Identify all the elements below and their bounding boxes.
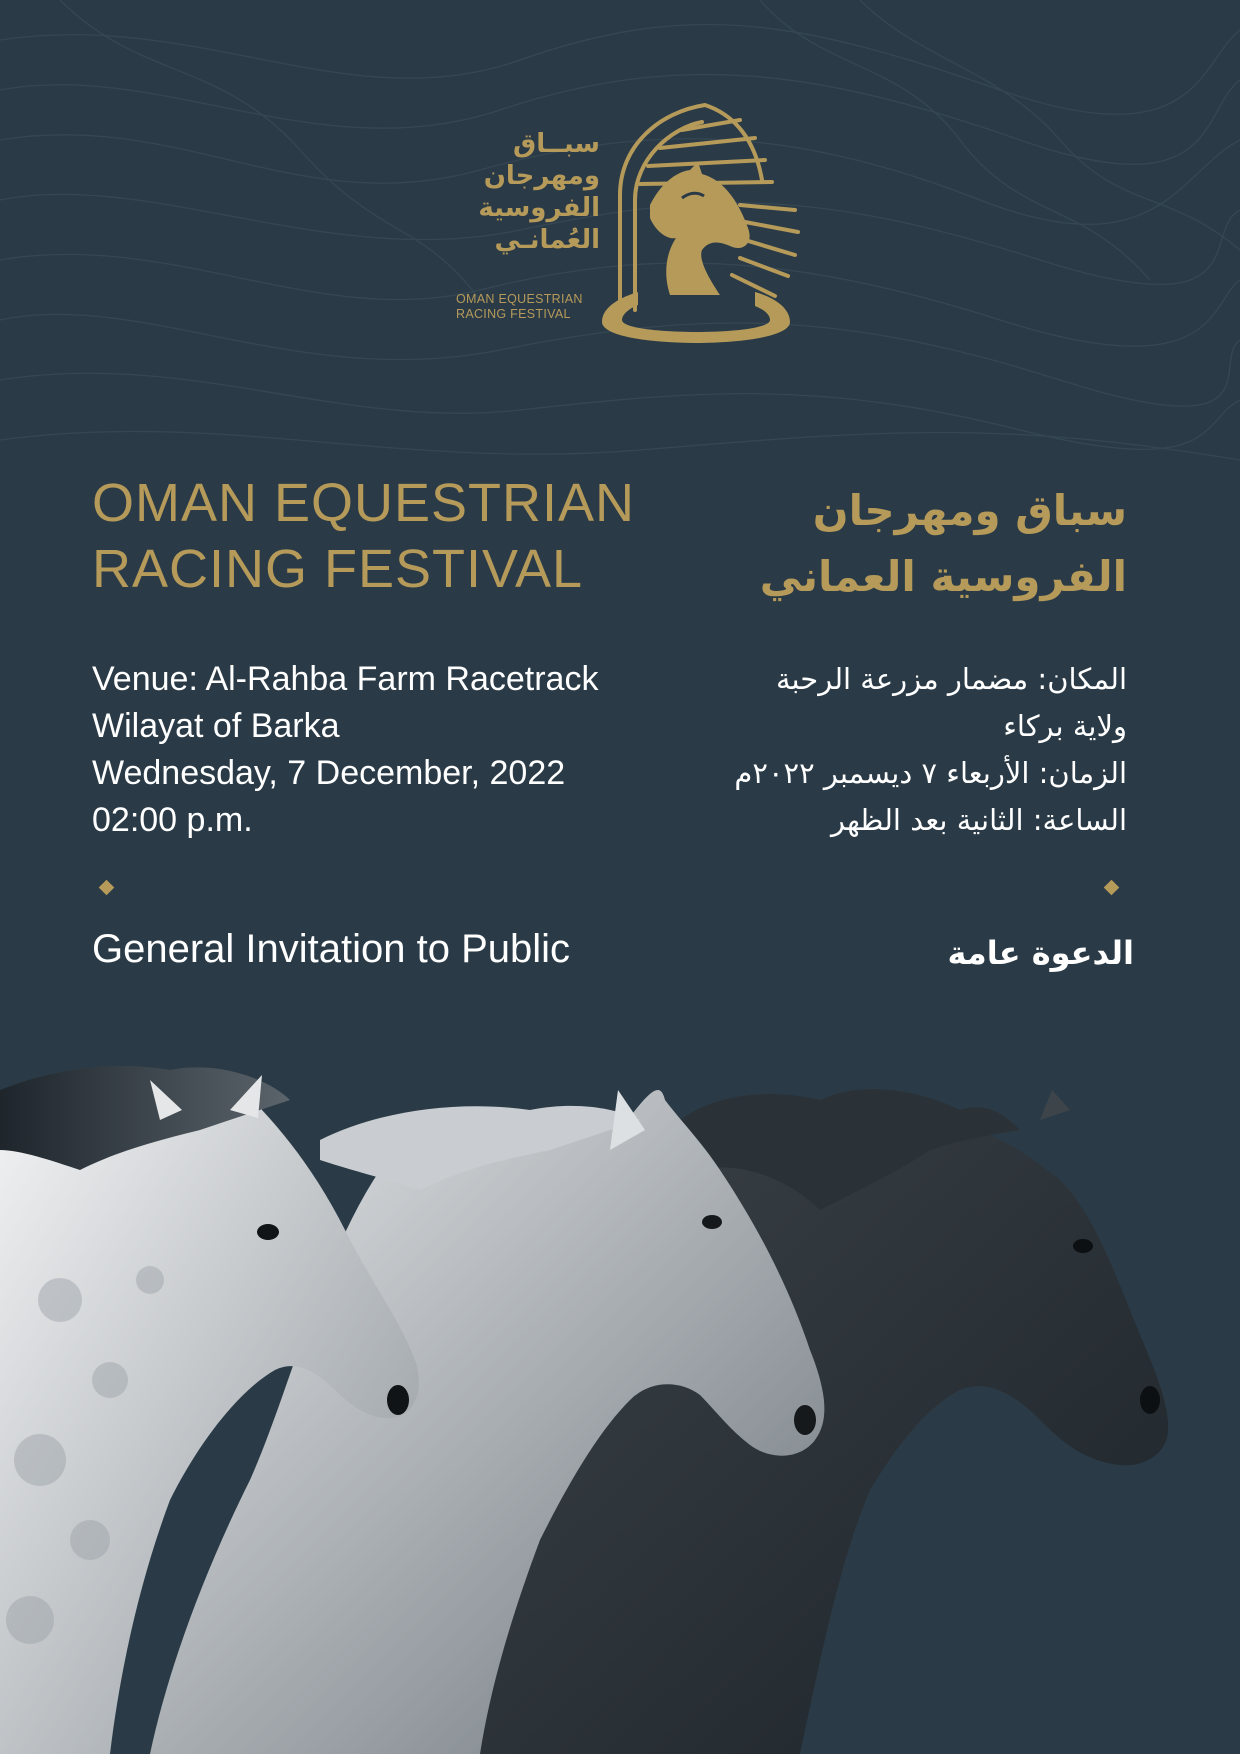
invitation-english: General Invitation to Public: [92, 927, 571, 971]
logo-arabic-line: العُمانـي: [494, 225, 600, 255]
title-arabic-line: الفروسية العماني: [759, 552, 1127, 601]
horses-photo: [0, 1060, 1240, 1754]
wilayat-line-ar: ولاية بركاء: [1003, 709, 1127, 743]
wilayat-line: Wilayat of Barka: [92, 707, 340, 745]
time-line: 02:00 p.m.: [92, 801, 253, 839]
horse-head-emblem-icon: [590, 100, 810, 370]
date-line: Wednesday, 7 December, 2022: [92, 754, 566, 792]
time-line-ar: الساعة: الثانية بعد الظهر: [830, 803, 1127, 837]
invitation-arabic: الدعوة عامة: [947, 934, 1134, 972]
festival-logo: [440, 100, 810, 370]
title-english-line: OMAN EQUESTRIAN: [92, 473, 636, 533]
date-line-ar: الزمان: الأربعاء ٧ ديسمبر ٢٠٢٢م: [734, 756, 1127, 790]
venue-line-ar: المكان: مضمار مزرعة الرحبة: [775, 662, 1127, 696]
event-details-english: [92, 656, 652, 844]
venue-line: Venue: Al-Rahba Farm Racetrack: [92, 660, 599, 698]
logo-arabic-text: [450, 128, 600, 256]
title-arabic-line: سباق ومهرجان: [812, 486, 1127, 535]
logo-english-line: OMAN EQUESTRIAN: [456, 292, 583, 306]
title-english-line: RACING FESTIVAL: [92, 539, 584, 599]
event-details-arabic: [607, 656, 1127, 844]
title-arabic: [627, 478, 1127, 610]
logo-arabic-line: ومهرجان: [483, 161, 600, 191]
title-english: [92, 470, 652, 602]
logo-arabic-line: الفروسية: [478, 193, 600, 223]
logo-arabic-line: سبــاق: [513, 129, 600, 159]
logo-english-line: RACING FESTIVAL: [456, 307, 571, 321]
